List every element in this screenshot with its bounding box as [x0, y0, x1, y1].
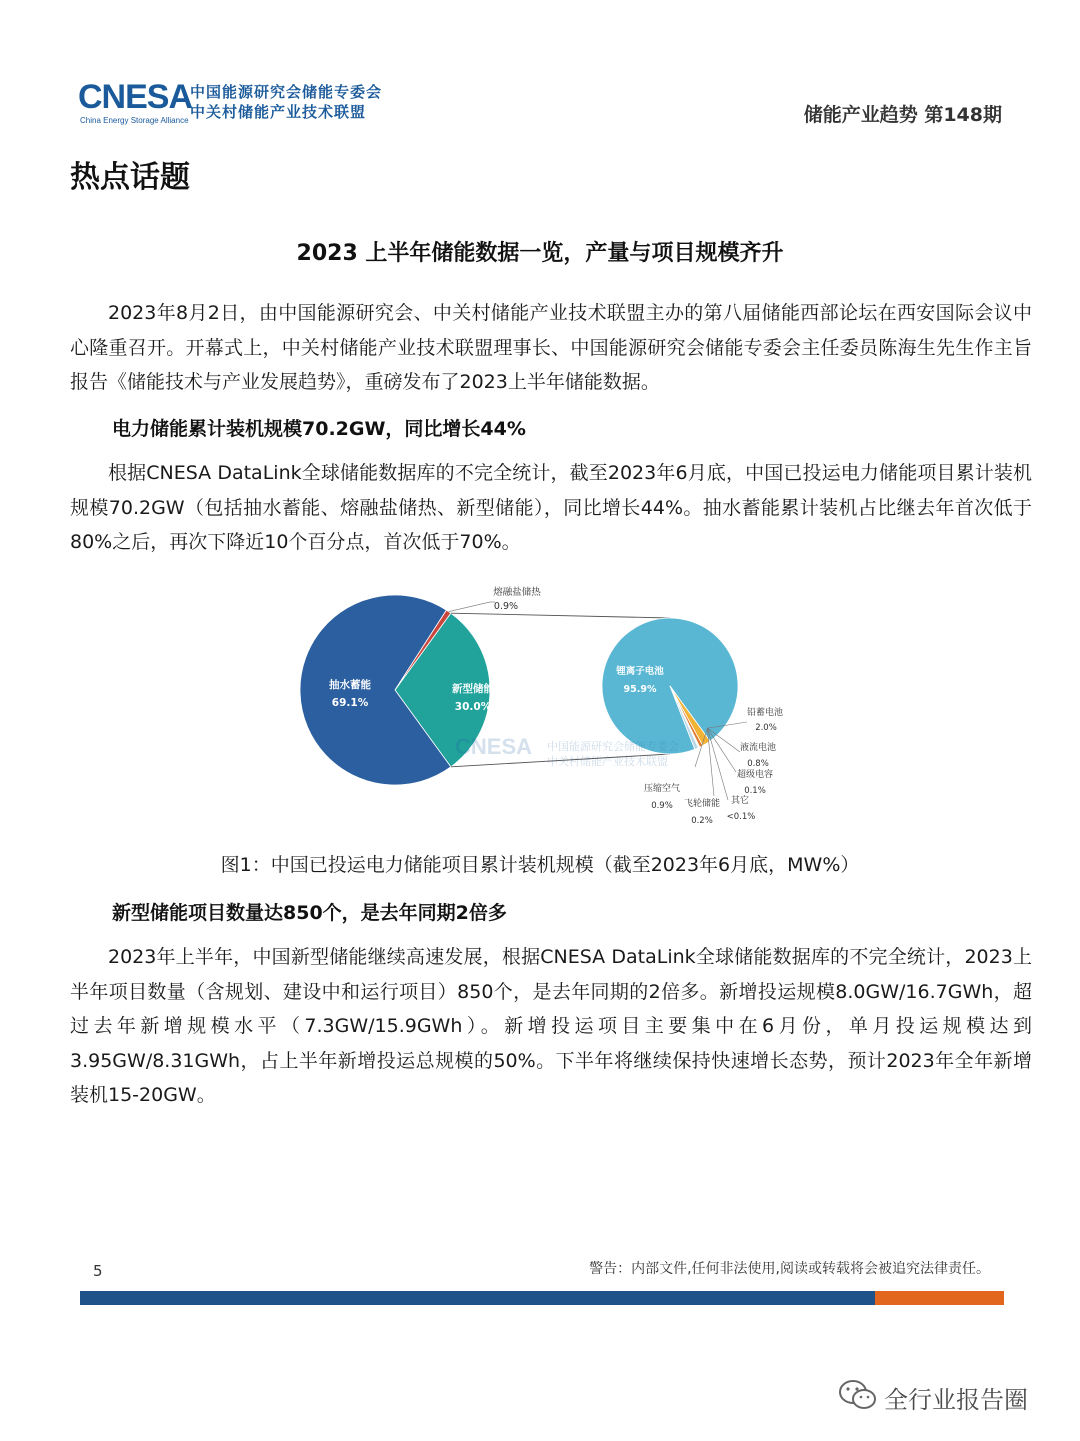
detail-leader-line: [707, 728, 736, 772]
main-value-new: 30.0%: [454, 701, 492, 713]
detail-label: 铅蓄电池: [746, 708, 784, 718]
legal-warning: 警告：内部文件,任何非法使用,阅读或转载将会被追究法律责任。: [589, 1261, 990, 1277]
main-value-pumped: 69.1%: [331, 697, 369, 709]
chart-watermark-org1: 中国能源研究会储能专委会: [547, 740, 679, 753]
connector-top: [451, 613, 670, 618]
footer-bar-accent: [875, 1291, 1004, 1305]
chart-watermark-logo: CNESA: [455, 734, 533, 759]
main-label-molten: 熔融盐储热: [493, 587, 541, 598]
section-title: 热点话题: [70, 160, 190, 195]
subheading-1: 电力储能累计装机规模70.2GW，同比增长44%: [112, 418, 526, 440]
main-value-molten: 0.9%: [493, 601, 519, 612]
detail-value: 0.2%: [691, 816, 713, 826]
detail-label-li: 锂离子电池: [616, 666, 664, 677]
detail-value: <0.1%: [726, 812, 756, 822]
logo-text: CNESA: [78, 78, 193, 116]
main-label-pumped: 抽水蓄能: [329, 679, 371, 691]
storage-pie-chart: [300, 572, 820, 832]
molten-leader-line: [449, 602, 495, 612]
paragraph-3: 2023年上半年，中国新型储能继续高速发展，根据CNESA DataLink全球储能数据库的不完全统计，2023上半年项目数量（含规划、建设中和运行项目）850个，是去年同期的2倍多。新增投运规模8.0GW/16.7GWh，超过去年新增规模水平（7.3GW/15.9GWh）。新增投运项目主要集中在6月份，单月投运规模达到3.95GW/8.31GWh，占上半年新增投运总规模的50%。下半年将继续保持快速增长态势，预计2023年全年新增装机15-20GW。: [70, 946, 1032, 1106]
figure-caption: 图1：中国已投运电力储能项目累计装机规模（截至2023年6月底，MW%）: [220, 854, 860, 876]
pie-chart-svg: [300, 572, 820, 832]
logo-org-names: [190, 82, 382, 122]
footer-bar: [80, 1291, 1004, 1305]
detail-label: 超级电容: [736, 770, 774, 780]
org-line-2: 中关村储能产业技术联盟: [190, 103, 367, 121]
detail-leader-line: [707, 728, 740, 752]
detail-value: 0.1%: [744, 786, 766, 796]
detail-value: 0.9%: [651, 801, 673, 811]
logo-subtitle: China Energy Storage Alliance: [80, 116, 189, 125]
detail-value: 2.0%: [755, 723, 777, 733]
detail-label: 压缩空气: [643, 784, 681, 794]
detail-leader-line: [707, 728, 728, 800]
wechat-icon: [838, 1378, 878, 1412]
article-title: 2023 上半年储能数据一览，产量与项目规模齐升: [296, 241, 784, 266]
detail-label: 飞轮储能: [683, 799, 721, 809]
subheading-2: 新型储能项目数量达850个，是去年同期2倍多: [112, 902, 507, 924]
paragraph-1: 2023年8月2日，由中国能源研究会、中关村储能产业技术联盟主办的第八届储能西部论坛在西安国际会议中心隆重召开。开幕式上，中关村储能产业技术联盟理事长、中国能源研究会储能专委会主任委员陈海生先生作主旨报告《储能技术与产业发展趋势》，重磅发布了2023上半年储能数据。: [70, 302, 1032, 393]
detail-label: 其它: [730, 796, 750, 806]
chart-watermark-org2: 中关村储能产业技术联盟: [547, 755, 668, 768]
wechat-label: 全行业报告圈: [884, 1386, 1028, 1414]
main-label-new: 新型储能: [452, 683, 494, 695]
page-number: 5: [93, 1262, 103, 1280]
detail-value-li: 95.9%: [623, 684, 657, 695]
detail-label: 液流电池: [739, 743, 777, 753]
issue-label: 储能产业趋势 第148期: [803, 104, 1002, 126]
org-line-1: 中国能源研究会储能专委会: [190, 83, 383, 101]
detail-value: 0.8%: [747, 759, 769, 769]
paragraph-2: 根据CNESA DataLink全球储能数据库的不完全统计，截至2023年6月底，中国已投运电力储能项目累计装机规模70.2GW（包括抽水蓄能、熔融盐储热、新型储能），同比增长44%。抽水蓄能累计装机占比继去年首次低于80%之后，再次下降近10个百分点，首次低于70%。: [70, 462, 1032, 553]
page-header: [78, 72, 1008, 132]
